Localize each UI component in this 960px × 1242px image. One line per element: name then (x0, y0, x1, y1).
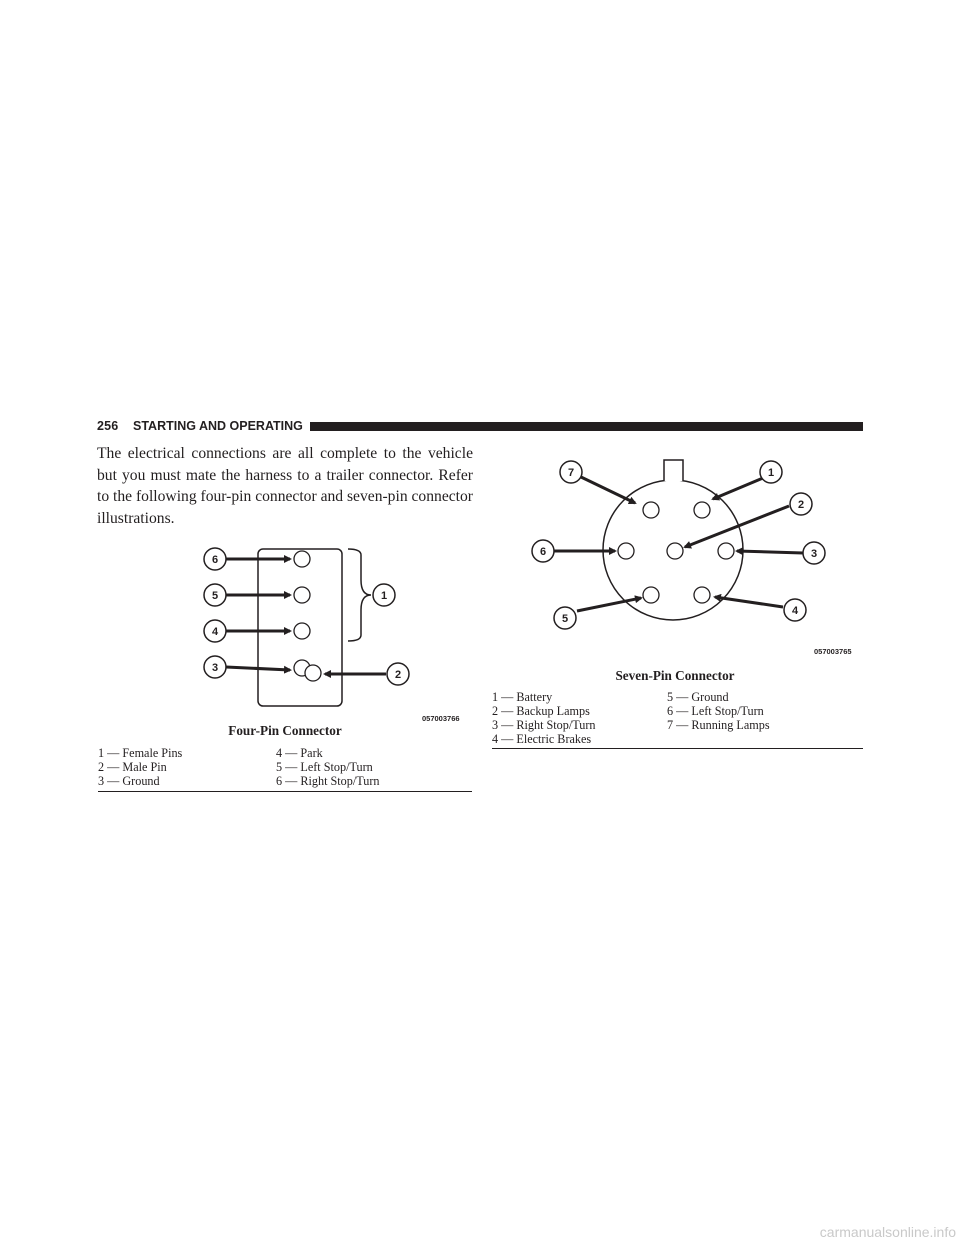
svg-text:1: 1 (380, 590, 388, 602)
legend-item: 1 — Female Pins (98, 746, 183, 760)
four-pin-legend-rule (98, 791, 472, 792)
pin-4 (694, 587, 710, 603)
callout-5 (554, 607, 576, 629)
svg-text:5: 5 (561, 613, 569, 625)
page-header (97, 418, 863, 436)
header-rule (310, 422, 863, 431)
pin-5 (294, 587, 310, 603)
svg-text:4: 4 (791, 605, 799, 617)
pin-6 (294, 551, 310, 567)
svg-text:1: 1 (767, 467, 775, 479)
page-number: 256 (97, 419, 119, 433)
svg-text:5: 5 (211, 590, 219, 602)
svg-text:4: 4 (211, 626, 219, 638)
pin-male (294, 660, 321, 681)
bracket (348, 549, 371, 641)
callout-6 (532, 540, 554, 562)
seven-pin-figure (525, 450, 865, 690)
body-paragraph: The electrical connections are all complete to the vehicle but you must mate the harness to a trailer connector. Refer to the following four-pin connector and seven-pin connector illustrations. (97, 445, 473, 527)
legend-item: 3 — Ground (98, 774, 160, 788)
pin-5 (643, 587, 659, 603)
four-pin-diagram (196, 540, 472, 710)
pin-7 (643, 502, 659, 518)
callout-2 (790, 493, 812, 515)
legend-item: 6 — Left Stop/Turn (667, 704, 764, 718)
svg-text:2: 2 (394, 669, 402, 681)
seven-pin-legend (492, 690, 863, 748)
legend-item: 3 — Right Stop/Turn (492, 718, 596, 732)
svg-text:3: 3 (810, 548, 818, 560)
callout-1 (760, 461, 782, 483)
svg-text:6: 6 (211, 554, 219, 566)
legend-item: 2 — Backup Lamps (492, 704, 590, 718)
seven-pin-figure-number: 057003765 (814, 647, 852, 656)
legend-item: 4 — Electric Brakes (492, 732, 592, 746)
callout-4 (204, 620, 226, 642)
legend-item: 7 — Running Lamps (667, 718, 770, 732)
pin-2 (667, 543, 683, 559)
callout-1 (373, 584, 395, 606)
legend-item: 4 — Park (276, 746, 323, 760)
pin-6 (618, 543, 634, 559)
pin-3 (718, 543, 734, 559)
legend-item: 5 — Ground (667, 690, 729, 704)
watermark: carmanualsonline.info (819, 1224, 956, 1240)
callout-3 (204, 656, 226, 678)
legend-item: 2 — Male Pin (98, 760, 167, 774)
svg-text:6: 6 (539, 546, 547, 558)
legend-item: 5 — Left Stop/Turn (276, 760, 373, 774)
callout-6 (204, 548, 226, 570)
svg-text:7: 7 (567, 467, 575, 479)
key-tab (664, 460, 683, 481)
svg-text:3: 3 (211, 662, 219, 674)
legend-item: 1 — Battery (492, 690, 553, 704)
four-pin-legend (98, 746, 472, 790)
callout-7 (560, 461, 582, 483)
four-pin-caption: Four-Pin Connector (228, 723, 342, 738)
pin-1 (694, 502, 710, 518)
svg-text:2: 2 (797, 499, 805, 511)
callout-2 (387, 663, 409, 685)
callout-4 (784, 599, 806, 621)
callout-5 (204, 584, 226, 606)
four-pin-figure-number: 057003766 (422, 714, 460, 723)
callout-3 (803, 542, 825, 564)
section-title: STARTING AND OPERATING (133, 419, 303, 433)
seven-pin-caption: Seven-Pin Connector (615, 668, 735, 683)
seven-pin-diagram (525, 450, 865, 650)
seven-pin-legend-rule (492, 748, 863, 749)
legend-item: 6 — Right Stop/Turn (276, 774, 380, 788)
pin-4 (294, 623, 310, 639)
